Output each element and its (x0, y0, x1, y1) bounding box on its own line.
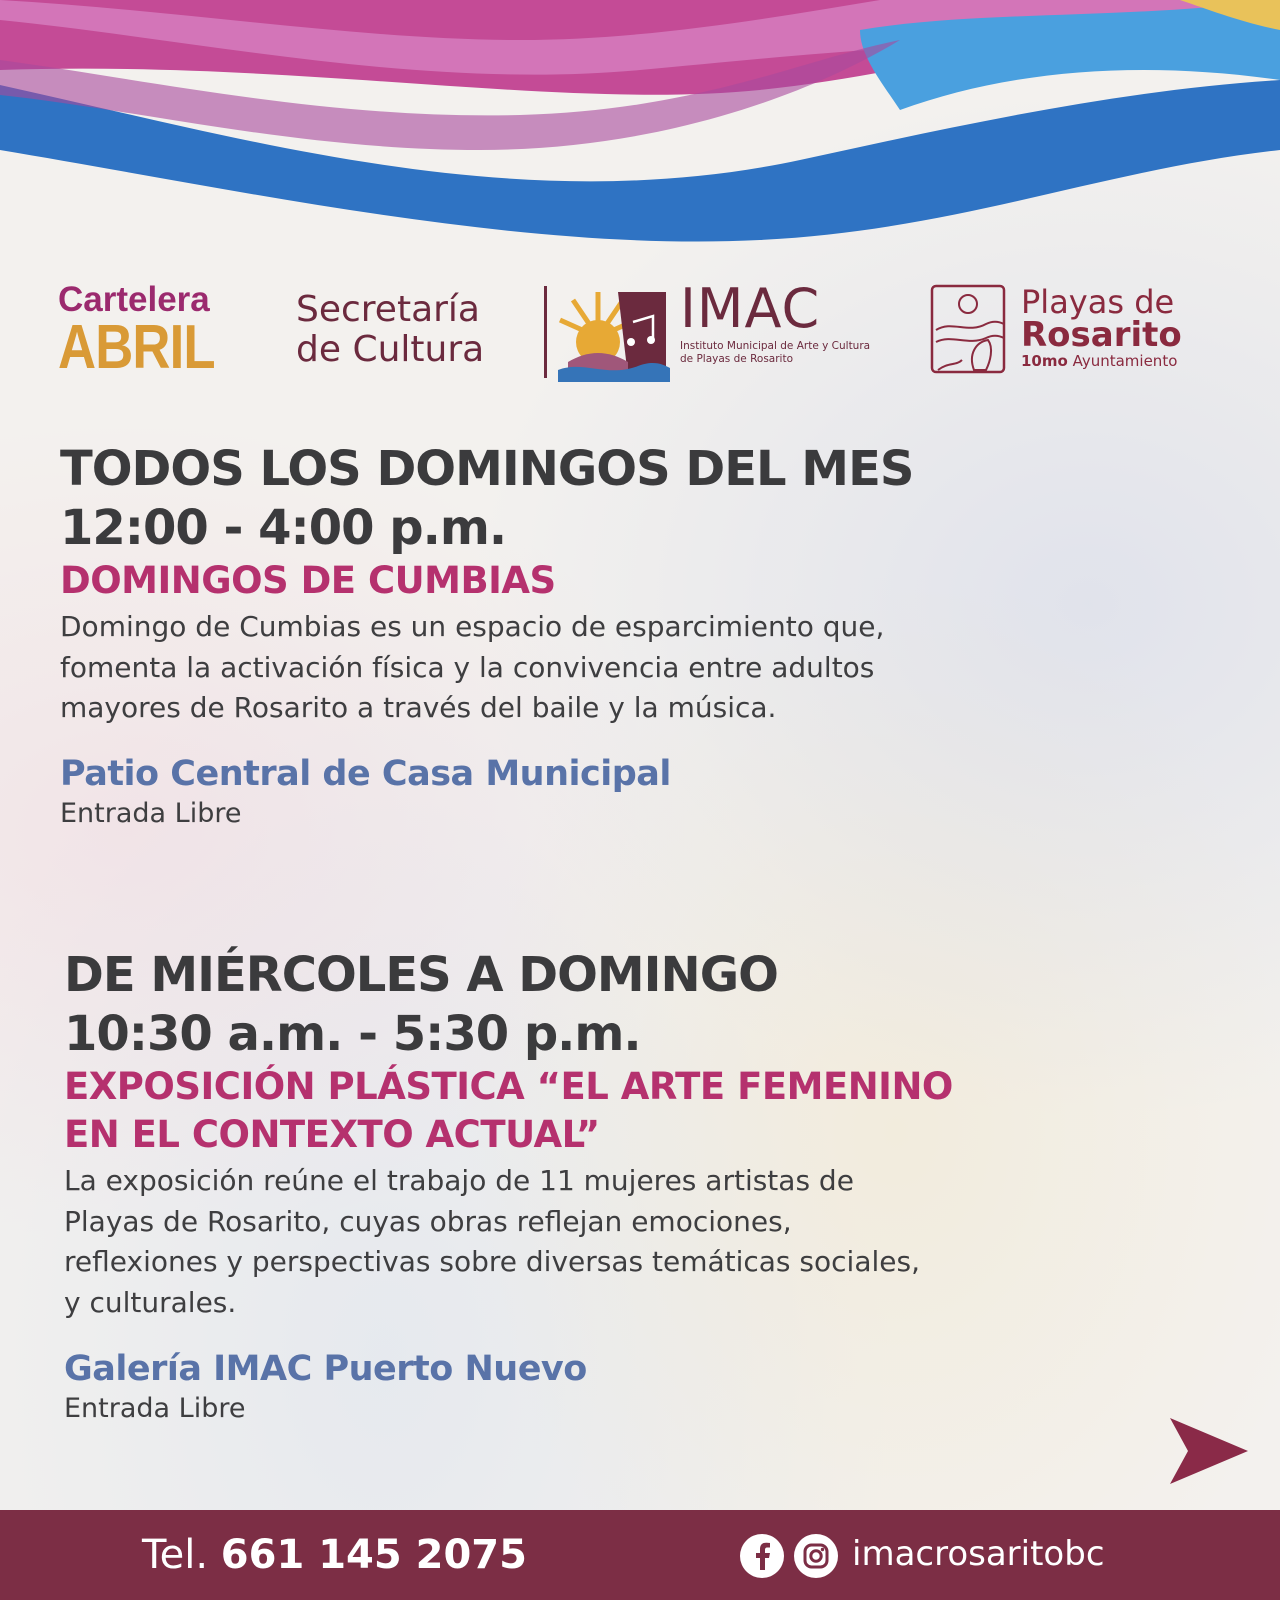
event-description (64, 1161, 1174, 1323)
imac-subtitle-1: Instituto Municipal de Arte y Cultura (680, 340, 871, 352)
cartelera-label: Cartelera (58, 280, 210, 319)
event-time: 12:00 - 4:00 p.m. (60, 499, 507, 556)
secretaria-line1: Secretaría (296, 289, 480, 330)
event-title-line: EN EL CONTEXTO ACTUAL” (64, 1113, 600, 1157)
event-domingos-cumbias (60, 440, 1170, 833)
event-description-line: mayores de Rosarito a través del baile y la música. (60, 691, 777, 725)
rosarito-line2: Rosarito (1021, 315, 1182, 355)
secretaria-logo (296, 290, 484, 371)
phone-label: Tel. (142, 1532, 209, 1578)
month-label: ABRIL (58, 313, 215, 382)
event-description-line: y culturales. (64, 1286, 237, 1320)
logo-divider (544, 286, 547, 378)
header-logos (58, 277, 1228, 392)
event-description-line: fomenta la activación física y la convivencia entre adultos (60, 650, 875, 684)
event-description-line: Playas de Rosarito, cuyas obras reflejan emociones, (64, 1204, 792, 1238)
secretaria-line2: de Cultura (296, 329, 485, 371)
cartelera-badge (58, 280, 268, 382)
ayuntamiento-text: Ayuntamiento (1072, 352, 1178, 370)
event-description (60, 607, 1170, 729)
event-days: TODOS LOS DOMINGOS DEL MES (60, 441, 914, 497)
event-entry: Entrada Libre (60, 797, 242, 829)
facebook-icon[interactable] (740, 1534, 784, 1578)
social-handle[interactable]: imacrosaritobc (852, 1534, 1105, 1574)
imac-wordmark (680, 277, 871, 366)
imac-title: IMAC (680, 277, 821, 340)
event-time: 10:30 a.m. - 5:30 p.m. (64, 1005, 641, 1062)
event-title-line: EXPOSICIÓN PLÁSTICA “EL ARTE FEMENINO (64, 1065, 953, 1109)
rosarito-wordmark (1021, 283, 1182, 372)
event-entry: Entrada Libre (64, 1392, 246, 1424)
rosarito-seal-icon (928, 282, 1008, 377)
event-venue: Galería IMAC Puerto Nuevo (64, 1348, 587, 1389)
footer-bar (0, 1510, 1280, 1600)
brushstroke-banner (0, 0, 1280, 260)
event-description-line: Domingo de Cumbias es un espacio de esparcimiento que, (60, 610, 885, 644)
event-exposicion-plastica (64, 946, 1174, 1427)
instagram-icon[interactable] (794, 1534, 838, 1578)
rosarito-line1: Playas de (1021, 283, 1175, 321)
next-arrow-icon[interactable] (1170, 1418, 1248, 1484)
phone-number: 661 145 2075 (220, 1532, 527, 1578)
event-description-line: reflexiones y perspectivas sobre diversas temáticas sociales, (64, 1245, 920, 1279)
event-title: DOMINGOS DE CUMBIAS (60, 559, 556, 603)
event-days: DE MIÉRCOLES A DOMINGO (64, 947, 778, 1003)
phone-contact[interactable] (142, 1532, 527, 1578)
imac-subtitle-2: de Playas de Rosarito (680, 353, 793, 366)
event-venue: Patio Central de Casa Municipal (60, 753, 671, 794)
ayuntamiento-number: 10mo (1021, 352, 1068, 370)
ayuntamiento-label (1021, 352, 1182, 372)
event-description-line: La exposición reúne el trabajo de 11 mujeres artistas de (64, 1164, 854, 1198)
imac-sun-wave-icon (558, 282, 670, 382)
